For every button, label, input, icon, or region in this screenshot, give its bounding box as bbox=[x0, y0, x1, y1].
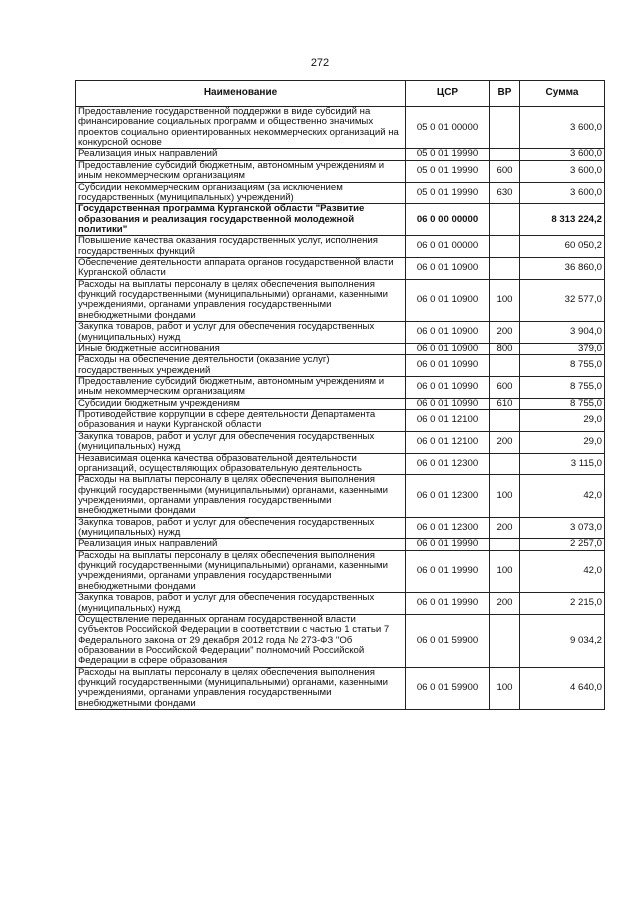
table-row bbox=[76, 236, 605, 258]
row-name-cell: Реализация иных направлений bbox=[76, 149, 406, 160]
table-row bbox=[76, 517, 605, 539]
row-vr-cell: 200 bbox=[490, 322, 520, 344]
row-csr-cell: 06 0 01 19990 bbox=[406, 593, 490, 615]
row-name-cell: Осуществление переданных органам государственной власти субъектов Российской Федерации в соответствии с частью 1 статьи 7 Федерального закона от 29 декабря 2012 года № 273-ФЗ "Об образовании в Российской Федерации" полномочий Российской Федерации в сфере образования bbox=[76, 614, 406, 667]
table-row bbox=[76, 539, 605, 550]
row-vr-cell bbox=[490, 107, 520, 149]
header-sum: Сумма bbox=[520, 81, 605, 107]
row-vr-cell bbox=[490, 355, 520, 377]
row-name-cell: Повышение качества оказания государственных услуг, исполнения государственных функций bbox=[76, 236, 406, 258]
table-row bbox=[76, 355, 605, 377]
row-vr-cell: 100 bbox=[490, 279, 520, 321]
header-name: Наименование bbox=[76, 81, 406, 107]
table-row bbox=[76, 149, 605, 160]
header-csr: ЦСР bbox=[406, 81, 490, 107]
row-name-cell: Закупка товаров, работ и услуг для обеспечения государственных (муниципальных) нужд bbox=[76, 431, 406, 453]
row-csr-cell: 06 0 01 12300 bbox=[406, 475, 490, 517]
row-csr-cell: 06 0 01 59900 bbox=[406, 667, 490, 709]
table-row bbox=[76, 279, 605, 321]
row-vr-cell bbox=[490, 236, 520, 258]
table-row bbox=[76, 550, 605, 592]
row-name-cell: Расходы на обеспечение деятельности (оказание услуг) государственных учреждений bbox=[76, 355, 406, 377]
row-csr-cell: 06 0 01 10900 bbox=[406, 279, 490, 321]
row-name-cell: Реализация иных направлений bbox=[76, 539, 406, 550]
row-sum-cell: 3 600,0 bbox=[520, 160, 605, 182]
row-name-cell: Расходы на выплаты персоналу в целях обеспечения выполнения функций государственными (муниципальными) органами, казенными учреждениями, органами управления государственными внебюджетными фондами bbox=[76, 475, 406, 517]
row-vr-cell: 600 bbox=[490, 376, 520, 398]
row-sum-cell: 32 577,0 bbox=[520, 279, 605, 321]
table-body bbox=[76, 107, 605, 710]
row-sum-cell: 3 600,0 bbox=[520, 107, 605, 149]
row-vr-cell: 100 bbox=[490, 667, 520, 709]
table-row bbox=[76, 410, 605, 432]
row-csr-cell: 06 0 01 12100 bbox=[406, 410, 490, 432]
row-sum-cell: 3 115,0 bbox=[520, 453, 605, 475]
table-row bbox=[76, 343, 605, 354]
row-sum-cell: 379,0 bbox=[520, 343, 605, 354]
row-vr-cell bbox=[490, 258, 520, 280]
row-vr-cell: 100 bbox=[490, 550, 520, 592]
row-sum-cell: 2 257,0 bbox=[520, 539, 605, 550]
row-name-cell: Предоставление субсидий бюджетным, автономным учреждениям и иным некоммерческим организациям bbox=[76, 160, 406, 182]
header-vr: ВР bbox=[490, 81, 520, 107]
row-name-cell: Субсидии некоммерческим организациям (за исключением государственных (муниципальных) учреждений) bbox=[76, 182, 406, 204]
table-row bbox=[76, 182, 605, 204]
row-name-cell: Противодействие коррупции в сфере деятельности Департамента образования и науки Курганской области bbox=[76, 410, 406, 432]
row-csr-cell: 06 0 01 10990 bbox=[406, 398, 490, 409]
table-row bbox=[76, 667, 605, 709]
table-row bbox=[76, 453, 605, 475]
row-name-cell: Расходы на выплаты персоналу в целях обеспечения выполнения функций государственными (муниципальными) органами, казенными учреждениями, органами управления государственными внебюджетными фондами bbox=[76, 279, 406, 321]
row-csr-cell: 06 0 00 00000 bbox=[406, 204, 490, 236]
table-row bbox=[76, 431, 605, 453]
row-sum-cell: 2 215,0 bbox=[520, 593, 605, 615]
row-csr-cell: 06 0 01 10900 bbox=[406, 258, 490, 280]
row-sum-cell: 8 313 224,2 bbox=[520, 204, 605, 236]
table-row bbox=[76, 398, 605, 409]
row-csr-cell: 05 0 01 00000 bbox=[406, 107, 490, 149]
row-name-cell: Субсидии бюджетным учреждениям bbox=[76, 398, 406, 409]
row-sum-cell: 60 050,2 bbox=[520, 236, 605, 258]
row-vr-cell bbox=[490, 410, 520, 432]
row-csr-cell: 06 0 01 59900 bbox=[406, 614, 490, 667]
row-csr-cell: 05 0 01 19990 bbox=[406, 160, 490, 182]
row-sum-cell: 36 860,0 bbox=[520, 258, 605, 280]
row-vr-cell: 630 bbox=[490, 182, 520, 204]
row-sum-cell: 3 600,0 bbox=[520, 149, 605, 160]
row-name-cell: Иные бюджетные ассигнования bbox=[76, 343, 406, 354]
row-vr-cell: 800 bbox=[490, 343, 520, 354]
table-row bbox=[76, 160, 605, 182]
row-csr-cell: 06 0 01 10990 bbox=[406, 376, 490, 398]
row-vr-cell: 610 bbox=[490, 398, 520, 409]
table-row bbox=[76, 614, 605, 667]
table-row bbox=[76, 475, 605, 517]
row-vr-cell: 200 bbox=[490, 517, 520, 539]
row-csr-cell: 06 0 01 12300 bbox=[406, 517, 490, 539]
table-row bbox=[76, 593, 605, 615]
row-csr-cell: 05 0 01 19990 bbox=[406, 149, 490, 160]
row-name-cell: Закупка товаров, работ и услуг для обеспечения государственных (муниципальных) нужд bbox=[76, 517, 406, 539]
row-vr-cell bbox=[490, 614, 520, 667]
row-name-cell: Предоставление субсидий бюджетным, автономным учреждениям и иным некоммерческим организациям bbox=[76, 376, 406, 398]
row-sum-cell: 8 755,0 bbox=[520, 355, 605, 377]
row-csr-cell: 06 0 01 10900 bbox=[406, 322, 490, 344]
table-row bbox=[76, 204, 605, 236]
row-name-cell: Предоставление государственной поддержки в виде субсидий на финансирование социальных программ и общественно значимых проектов социально ориентированных некоммерческих организаций на конкурсной основе bbox=[76, 107, 406, 149]
row-sum-cell: 8 755,0 bbox=[520, 376, 605, 398]
row-vr-cell bbox=[490, 539, 520, 550]
table-row bbox=[76, 322, 605, 344]
row-vr-cell: 600 bbox=[490, 160, 520, 182]
table-header-row bbox=[76, 81, 605, 107]
row-sum-cell: 29,0 bbox=[520, 431, 605, 453]
row-name-cell: Закупка товаров, работ и услуг для обеспечения государственных (муниципальных) нужд bbox=[76, 593, 406, 615]
row-csr-cell: 06 0 01 10900 bbox=[406, 343, 490, 354]
row-name-cell: Расходы на выплаты персоналу в целях обеспечения выполнения функций государственными (муниципальными) органами, казенными учреждениями, органами управления государственными внебюджетными фондами bbox=[76, 550, 406, 592]
row-vr-cell: 200 bbox=[490, 593, 520, 615]
table-row bbox=[76, 107, 605, 149]
row-vr-cell bbox=[490, 204, 520, 236]
row-csr-cell: 06 0 01 00000 bbox=[406, 236, 490, 258]
row-csr-cell: 06 0 01 10990 bbox=[406, 355, 490, 377]
row-sum-cell: 42,0 bbox=[520, 550, 605, 592]
page-number: 272 bbox=[310, 57, 330, 69]
row-csr-cell: 06 0 01 12100 bbox=[406, 431, 490, 453]
table-row bbox=[76, 258, 605, 280]
row-sum-cell: 3 600,0 bbox=[520, 182, 605, 204]
budget-table bbox=[75, 80, 605, 710]
row-sum-cell: 42,0 bbox=[520, 475, 605, 517]
row-name-cell: Государственная программа Курганской области "Развитие образования и реализация государственной молодежной политики" bbox=[76, 204, 406, 236]
row-sum-cell: 9 034,2 bbox=[520, 614, 605, 667]
row-vr-cell: 100 bbox=[490, 475, 520, 517]
row-sum-cell: 29,0 bbox=[520, 410, 605, 432]
row-name-cell: Независимая оценка качества образовательной деятельности организаций, осуществляющих образовательную деятельность bbox=[76, 453, 406, 475]
row-csr-cell: 05 0 01 19990 bbox=[406, 182, 490, 204]
row-csr-cell: 06 0 01 19990 bbox=[406, 550, 490, 592]
row-csr-cell: 06 0 01 12300 bbox=[406, 453, 490, 475]
row-sum-cell: 4 640,0 bbox=[520, 667, 605, 709]
row-vr-cell bbox=[490, 453, 520, 475]
row-name-cell: Закупка товаров, работ и услуг для обеспечения государственных (муниципальных) нужд bbox=[76, 322, 406, 344]
row-name-cell: Обеспечение деятельности аппарата органов государственной власти Курганской области bbox=[76, 258, 406, 280]
row-sum-cell: 8 755,0 bbox=[520, 398, 605, 409]
table-row bbox=[76, 376, 605, 398]
row-sum-cell: 3 073,0 bbox=[520, 517, 605, 539]
row-vr-cell bbox=[490, 149, 520, 160]
row-name-cell: Расходы на выплаты персоналу в целях обеспечения выполнения функций государственными (муниципальными) органами, казенными учреждениями, органами управления государственными внебюджетными фондами bbox=[76, 667, 406, 709]
row-sum-cell: 3 904,0 bbox=[520, 322, 605, 344]
row-csr-cell: 06 0 01 19990 bbox=[406, 539, 490, 550]
row-vr-cell: 200 bbox=[490, 431, 520, 453]
